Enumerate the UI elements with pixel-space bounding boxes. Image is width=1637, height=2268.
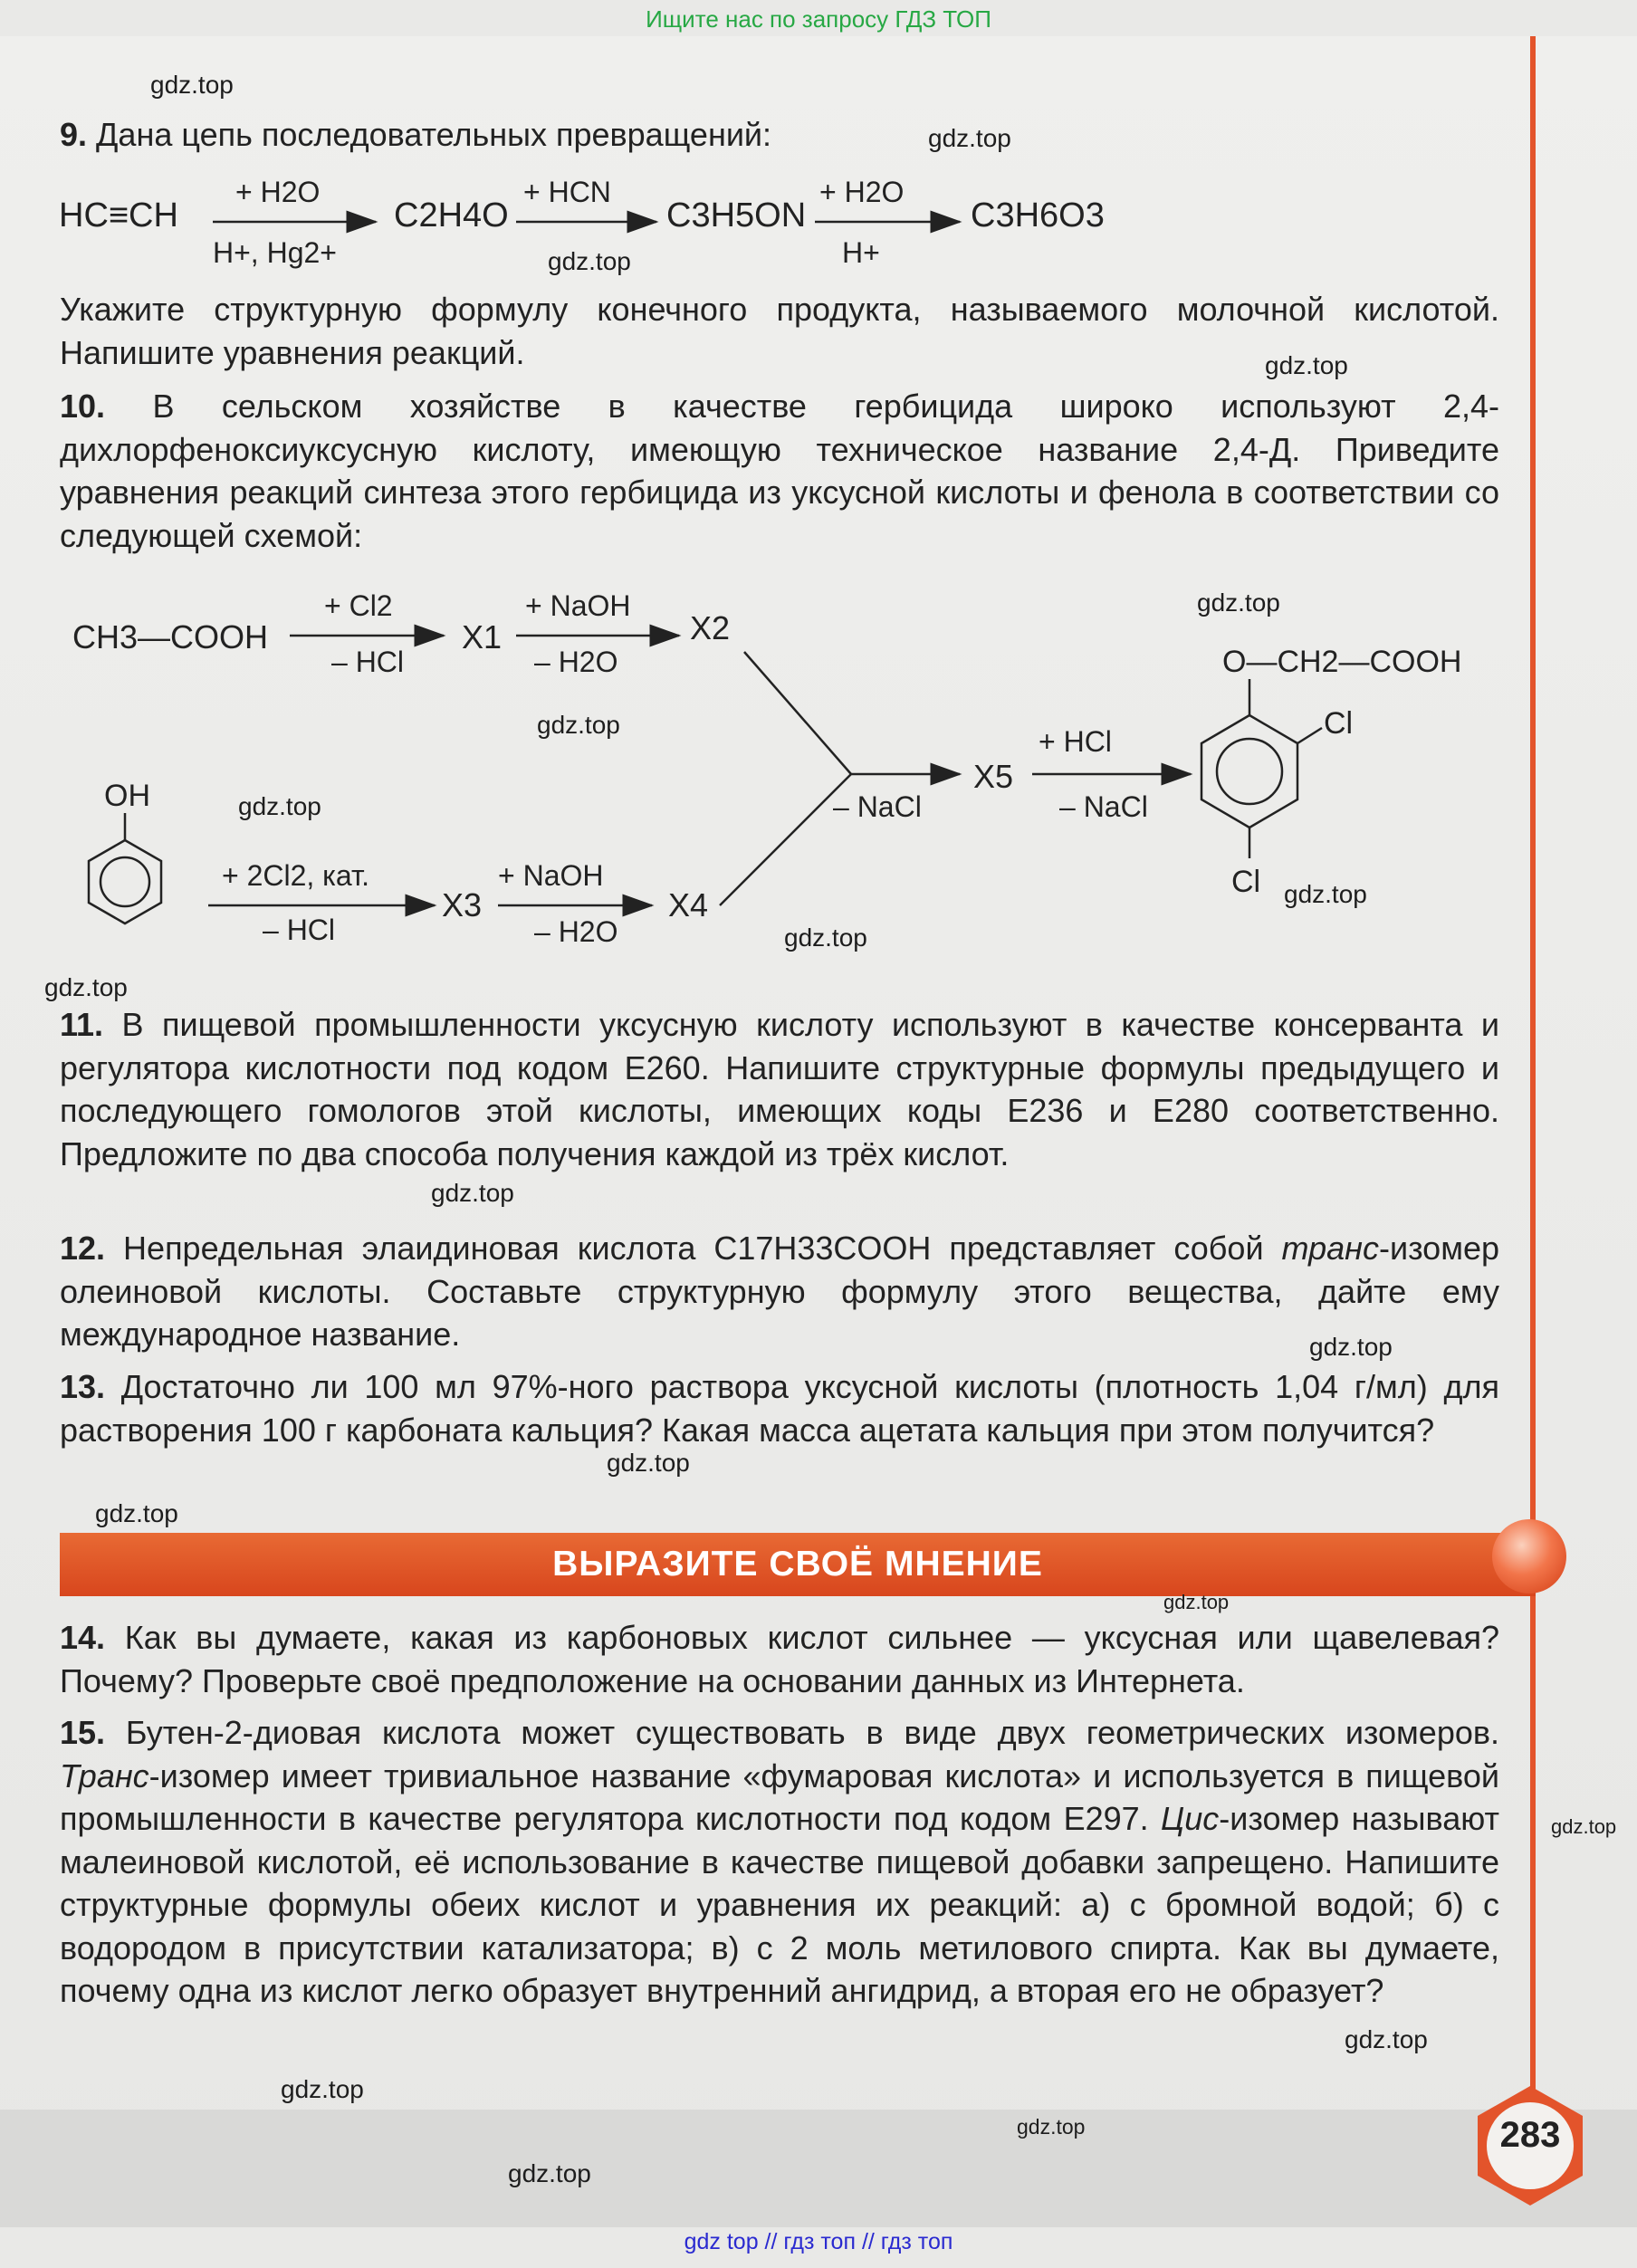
phenol-oh-label: OH (104, 779, 150, 813)
task-12 (60, 1227, 1499, 1356)
banner-ball-icon (1492, 1519, 1566, 1593)
watermark: gdz.top (44, 973, 128, 1001)
task-text-italic: Транс (60, 1756, 149, 1794)
chem-x4: X4 (668, 886, 709, 923)
chem-product-3: C3H6O3 (971, 196, 1105, 234)
arrow-a2-top: + NaOH (525, 589, 631, 622)
watermark: gdz.top (1197, 589, 1280, 617)
watermark: gdz.top (784, 923, 867, 952)
task-13 (60, 1365, 1499, 1451)
watermark: gdz.top (1284, 880, 1367, 908)
arrow-c1-bottom: – NaCl (1059, 790, 1148, 823)
arrow-b1-bottom: – HCl (263, 914, 336, 946)
task-text: Достаточно ли 100 мл 97%-ного раствора уксусной кислоты (плотность 1,04 г/мл) для растворения 100 г карбоната кальция? Какая масса ацетата кальция при этом получится? (60, 1368, 1499, 1449)
watermark: gdz.top (1163, 1591, 1230, 1613)
chem-product-2: C3H5ON (666, 196, 807, 234)
chem-x3: X3 (442, 886, 483, 923)
arrow-a1-top: + Cl2 (324, 589, 393, 622)
arrow-a1-bottom: – HCl (331, 646, 405, 678)
merge-line-bottom (720, 774, 851, 905)
task-number: 10. (60, 388, 106, 425)
watermark: gdz.top (238, 792, 321, 820)
task-text: Бутен-2-диовая кислота может существовать в виде двух геометрических изомеров. (125, 1714, 1499, 1751)
arrow-3-bottom: H+ (842, 236, 880, 269)
watermark: gdz.top (1265, 351, 1348, 379)
task-number: 14. (60, 1619, 106, 1656)
section-title: ВЫРАЗИТЕ СВОЁ МНЕНИЕ (552, 1545, 1043, 1584)
chem-x2: X2 (690, 609, 731, 646)
watermark: gdz.top (607, 1449, 690, 1477)
watermark: gdz.top (95, 1499, 178, 1527)
task-number: 12. (60, 1230, 106, 1267)
arrow-c1-top: + HCl (1039, 725, 1112, 758)
watermark: gdz.top (508, 2159, 591, 2187)
task-text: -изомер олеиновой кислоты. Составьте структурную формулу этого вещества, дайте ему международное название. (60, 1230, 1499, 1353)
watermark: gdz.top (1017, 2115, 1086, 2139)
task-text-italic: Цис (1161, 1800, 1220, 1837)
product-cl-1: Cl (1324, 706, 1354, 741)
product-ring-circle (1217, 739, 1282, 804)
merge-line-top (744, 652, 851, 774)
product-cl-2: Cl (1231, 865, 1261, 899)
task-9-intro (60, 113, 1499, 157)
watermark: gdz.top (537, 711, 620, 739)
task-10 (60, 385, 1499, 557)
arrow-b2-top: + NaOH (498, 859, 604, 892)
watermark: gdz.top (1551, 1815, 1617, 1838)
watermark: gdz.top (1345, 2025, 1428, 2053)
chem-acetic-acid: CH3—COOH (72, 618, 269, 656)
arrow-2-top: + HCN (523, 176, 611, 208)
watermark: gdz.top (548, 247, 631, 275)
watermark: gdz.top (281, 2075, 364, 2103)
phenol-ring-circle (101, 857, 149, 906)
arrow-a2-bottom: – H2O (534, 646, 618, 678)
task-14 (60, 1616, 1499, 1702)
task-text: В сельском хозяйстве в качестве гербицида широко используют 2,4-дихлорфеноксиуксусную кислоту, имеющую техническое название 2,4-Д. Приведите уравнения реакций синтеза этого гербицида из уксусной кислоты и фенола в соответствии со следующей схемой: (60, 388, 1499, 554)
chem-x1: X1 (462, 618, 503, 656)
page-number: 283 (1499, 2115, 1561, 2155)
bottom-note: gdz top // гдз топ // гдз топ (684, 2229, 953, 2254)
watermark: gdz.top (928, 124, 1011, 152)
task-11 (60, 1003, 1499, 1175)
task-number: 11. (60, 1006, 104, 1043)
arrow-b2-bottom: – H2O (534, 915, 618, 948)
task-text: Непредельная элаидиновая кислота C17H33COOH представляет собой (123, 1230, 1282, 1267)
task-number: 9. (60, 116, 88, 153)
task-number: 13. (60, 1368, 106, 1405)
product-cl-bond-1 (1297, 728, 1322, 743)
task-text: В пищевой промышленности уксусную кислоту используют в качестве консерванта и регулятора кислотности под кодом E260. Напишите структурные формулы предыдущего и последующего гомологов этой кислоты, имеющих коды E236 и E280 соответственно. Предложите по два способа получения каждой из трёх кислот. (60, 1006, 1499, 1172)
merge-label: – NaCl (833, 790, 922, 823)
chem-product-1: C2H4O (394, 196, 509, 234)
task-text-italic: транс (1281, 1230, 1379, 1267)
arrow-b1-top: + 2Cl2, кат. (222, 859, 369, 892)
chem-acetylene: HC≡CH (59, 196, 178, 234)
watermark: gdz.top (1309, 1333, 1393, 1361)
task-text: Как вы думаете, какая из карбоновых кислот сильнее — уксусная или щавелевая? Почему? Проверьте своё предположение на основании данных из Интернета. (60, 1619, 1499, 1699)
top-search-note: Ищите нас по запросу ГДЗ ТОП (646, 5, 991, 33)
arrow-1-top: + H2O (235, 176, 321, 208)
task-number: 15. (60, 1714, 106, 1751)
page-edge-line (1530, 36, 1536, 2110)
task-text: -изомер имеет тривиальное название «фумаровая кислота» и используется в пищевой промышленности в качестве регулятора кислотности под кодом E297. (60, 1756, 1499, 1837)
product-side-chain: O—CH2—COOH (1222, 645, 1462, 679)
watermark: gdz.top (150, 71, 234, 99)
page-bottom-band (0, 2110, 1637, 2227)
task-text: Дана цепь последовательных превращений: (96, 116, 772, 153)
arrow-1-bottom: H+, Hg2+ (213, 236, 337, 269)
task-15 (60, 1711, 1499, 2013)
arrow-3-top: + H2O (819, 176, 905, 208)
watermark: gdz.top (431, 1179, 514, 1207)
task-text: Укажите структурную формулу конечного продукта, называемого молочной кислотой. Напишите уравнения реакций. (60, 291, 1499, 371)
chem-x5: X5 (973, 758, 1014, 795)
task-text: -изомер называют малеиновой кислотой, её использование в качестве пищевой добавки запрещено. Напишите структурные формулы обеих кислот и уравнения их реакций: а) с бромной водой; б) с водородом в присутствии катализатора; в) с 2 моль метилового спирта. Как вы думаете, почему одна из кислот легко образует внутренний ангидрид, а вторая его не образует? (60, 1800, 1499, 2009)
